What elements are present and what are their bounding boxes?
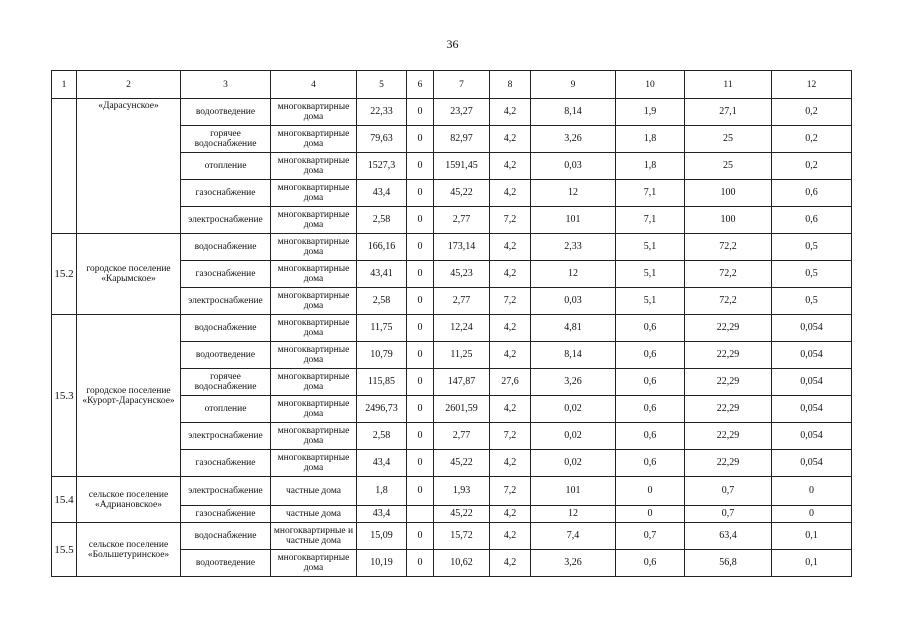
value-cell: 0 — [407, 396, 434, 423]
value-cell: 147,87 — [434, 369, 490, 396]
value-cell: 0,054 — [772, 423, 852, 450]
value-cell: 1,8 — [616, 126, 685, 153]
value-cell: 173,14 — [434, 234, 490, 261]
value-cell: 2,77 — [434, 207, 490, 234]
table-row — [52, 99, 852, 126]
value-cell: 15,72 — [434, 523, 490, 550]
value-cell: 4,2 — [490, 450, 531, 477]
housing-type-cell: многоквартирные дома — [271, 396, 357, 423]
housing-type-cell: многоквартирные дома — [271, 234, 357, 261]
value-cell: 0 — [407, 342, 434, 369]
value-cell: 0 — [407, 288, 434, 315]
value-cell: 3,26 — [531, 126, 616, 153]
settlement-name: городское поселение «Карымское» — [77, 234, 181, 315]
value-cell: 0,6 — [772, 207, 852, 234]
value-cell: 2,77 — [434, 423, 490, 450]
value-cell: 0,02 — [531, 450, 616, 477]
value-cell: 4,2 — [490, 396, 531, 423]
settlement-name: городское поселение «Курорт-Дарасунское» — [77, 315, 181, 477]
service-cell: водоснабжение — [181, 234, 271, 261]
value-cell: 7,2 — [490, 423, 531, 450]
housing-type-cell: многоквартирные дома — [271, 261, 357, 288]
value-cell: 22,29 — [685, 342, 772, 369]
housing-type-cell: многоквартирные дома — [271, 342, 357, 369]
value-cell: 0,03 — [531, 288, 616, 315]
header-cell: 5 — [357, 71, 407, 99]
value-cell: 0,2 — [772, 153, 852, 180]
housing-type-cell: многоквартирные и частные дома — [271, 523, 357, 550]
value-cell: 1527,3 — [357, 153, 407, 180]
value-cell: 0,2 — [772, 126, 852, 153]
value-cell: 166,16 — [357, 234, 407, 261]
header-row — [52, 71, 852, 99]
value-cell: 27,1 — [685, 99, 772, 126]
value-cell: 10,19 — [357, 550, 407, 577]
value-cell: 0 — [407, 450, 434, 477]
value-cell: 45,22 — [434, 506, 490, 523]
header-cell: 6 — [407, 71, 434, 99]
housing-type-cell: многоквартирные дома — [271, 315, 357, 342]
value-cell: 7,2 — [490, 207, 531, 234]
group-number: 15.5 — [52, 523, 77, 577]
value-cell: 0,7 — [685, 506, 772, 523]
value-cell: 4,2 — [490, 126, 531, 153]
value-cell: 2,77 — [434, 288, 490, 315]
value-cell: 0,02 — [531, 423, 616, 450]
housing-type-cell: многоквартирные дома — [271, 550, 357, 577]
value-cell: 22,29 — [685, 369, 772, 396]
value-cell: 27,6 — [490, 369, 531, 396]
value-cell: 0,03 — [531, 153, 616, 180]
value-cell: 4,2 — [490, 342, 531, 369]
value-cell: 1,8 — [616, 153, 685, 180]
service-cell: горячее водоснабжение — [181, 369, 271, 396]
value-cell: 0,6 — [616, 550, 685, 577]
value-cell: 10,62 — [434, 550, 490, 577]
value-cell: 23,27 — [434, 99, 490, 126]
value-cell: 11,25 — [434, 342, 490, 369]
value-cell — [407, 506, 434, 523]
housing-type-cell: многоквартирные дома — [271, 126, 357, 153]
value-cell: 72,2 — [685, 234, 772, 261]
value-cell: 56,8 — [685, 550, 772, 577]
header-cell: 9 — [531, 71, 616, 99]
settlement-name: «Дарасунское» — [77, 99, 181, 234]
service-cell: отопление — [181, 153, 271, 180]
value-cell: 82,97 — [434, 126, 490, 153]
value-cell: 0 — [407, 523, 434, 550]
header-cell: 10 — [616, 71, 685, 99]
value-cell: 0,6 — [616, 342, 685, 369]
value-cell: 4,2 — [490, 550, 531, 577]
value-cell: 0,1 — [772, 523, 852, 550]
value-cell: 5,1 — [616, 261, 685, 288]
value-cell: 43,41 — [357, 261, 407, 288]
value-cell: 12,24 — [434, 315, 490, 342]
value-cell: 7,2 — [490, 477, 531, 506]
service-cell: электроснабжение — [181, 288, 271, 315]
value-cell: 0,6 — [616, 396, 685, 423]
settlement-name: сельское поселение «Адриановское» — [77, 477, 181, 523]
value-cell: 0 — [407, 153, 434, 180]
value-cell: 0,5 — [772, 288, 852, 315]
value-cell: 0,054 — [772, 315, 852, 342]
housing-type-cell: многоквартирные дома — [271, 423, 357, 450]
value-cell: 3,26 — [531, 369, 616, 396]
group-number: 15.2 — [52, 234, 77, 315]
value-cell: 7,1 — [616, 180, 685, 207]
value-cell: 101 — [531, 207, 616, 234]
value-cell: 79,63 — [357, 126, 407, 153]
group-number: 15.3 — [52, 315, 77, 477]
housing-type-cell: частные дома — [271, 506, 357, 523]
value-cell: 4,2 — [490, 234, 531, 261]
service-cell: электроснабжение — [181, 423, 271, 450]
value-cell: 4,2 — [490, 261, 531, 288]
value-cell: 0 — [407, 234, 434, 261]
value-cell: 72,2 — [685, 261, 772, 288]
housing-type-cell: частные дома — [271, 477, 357, 506]
value-cell: 43,4 — [357, 180, 407, 207]
table-row — [52, 234, 852, 261]
header-cell: 8 — [490, 71, 531, 99]
value-cell: 22,29 — [685, 423, 772, 450]
value-cell: 0 — [407, 99, 434, 126]
value-cell: 12 — [531, 506, 616, 523]
value-cell: 115,85 — [357, 369, 407, 396]
value-cell: 1,9 — [616, 99, 685, 126]
value-cell: 0,054 — [772, 450, 852, 477]
header-cell: 7 — [434, 71, 490, 99]
value-cell: 7,1 — [616, 207, 685, 234]
value-cell: 8,14 — [531, 342, 616, 369]
value-cell: 43,4 — [357, 506, 407, 523]
value-cell: 25 — [685, 126, 772, 153]
housing-type-cell: многоквартирные дома — [271, 369, 357, 396]
settlement-name: сельское поселение «Большетуринское» — [77, 523, 181, 577]
service-cell: водоотведение — [181, 99, 271, 126]
value-cell: 12 — [531, 261, 616, 288]
value-cell: 2,58 — [357, 288, 407, 315]
value-cell: 22,29 — [685, 315, 772, 342]
value-cell: 0,054 — [772, 342, 852, 369]
value-cell: 5,1 — [616, 288, 685, 315]
value-cell: 72,2 — [685, 288, 772, 315]
value-cell: 7,2 — [490, 288, 531, 315]
value-cell: 12 — [531, 180, 616, 207]
value-cell: 5,1 — [616, 234, 685, 261]
service-cell: газоснабжение — [181, 261, 271, 288]
value-cell: 11,75 — [357, 315, 407, 342]
value-cell: 2601,59 — [434, 396, 490, 423]
value-cell: 0 — [772, 506, 852, 523]
table-row — [52, 477, 852, 506]
value-cell: 22,29 — [685, 450, 772, 477]
housing-type-cell: многоквартирные дома — [271, 180, 357, 207]
header-cell: 1 — [52, 71, 77, 99]
value-cell: 2,58 — [357, 207, 407, 234]
table-row — [52, 523, 852, 550]
value-cell: 0,1 — [772, 550, 852, 577]
group-number: 15.4 — [52, 477, 77, 523]
value-cell: 1591,45 — [434, 153, 490, 180]
service-cell: газоснабжение — [181, 450, 271, 477]
value-cell: 0 — [407, 180, 434, 207]
value-cell: 0,6 — [616, 423, 685, 450]
value-cell: 0 — [407, 369, 434, 396]
value-cell: 45,22 — [434, 450, 490, 477]
service-cell: газоснабжение — [181, 180, 271, 207]
housing-type-cell: многоквартирные дома — [271, 99, 357, 126]
header-cell: 12 — [772, 71, 852, 99]
service-cell: горячее водоснабжение — [181, 126, 271, 153]
value-cell: 0 — [616, 477, 685, 506]
value-cell: 0,054 — [772, 396, 852, 423]
housing-type-cell: многоквартирные дома — [271, 288, 357, 315]
value-cell: 22,33 — [357, 99, 407, 126]
group-number — [52, 99, 77, 234]
tariff-table — [51, 70, 852, 577]
value-cell: 0,7 — [616, 523, 685, 550]
value-cell: 4,2 — [490, 506, 531, 523]
value-cell: 0,5 — [772, 234, 852, 261]
value-cell: 0,054 — [772, 369, 852, 396]
service-cell: отопление — [181, 396, 271, 423]
value-cell: 4,2 — [490, 315, 531, 342]
value-cell: 4,81 — [531, 315, 616, 342]
value-cell: 0 — [407, 207, 434, 234]
value-cell: 2496,73 — [357, 396, 407, 423]
value-cell: 45,22 — [434, 180, 490, 207]
value-cell: 0 — [407, 550, 434, 577]
value-cell: 63,4 — [685, 523, 772, 550]
value-cell: 3,26 — [531, 550, 616, 577]
value-cell: 45,23 — [434, 261, 490, 288]
value-cell: 0 — [407, 477, 434, 506]
value-cell: 0,02 — [531, 396, 616, 423]
value-cell: 4,2 — [490, 523, 531, 550]
housing-type-cell: многоквартирные дома — [271, 153, 357, 180]
value-cell: 0 — [407, 423, 434, 450]
value-cell: 0,6 — [616, 369, 685, 396]
header-cell: 11 — [685, 71, 772, 99]
value-cell: 4,2 — [490, 180, 531, 207]
service-cell: электроснабжение — [181, 477, 271, 506]
service-cell: водоотведение — [181, 550, 271, 577]
header-cell: 2 — [77, 71, 181, 99]
value-cell: 1,8 — [357, 477, 407, 506]
service-cell: электроснабжение — [181, 207, 271, 234]
value-cell: 0 — [772, 477, 852, 506]
header-cell: 3 — [181, 71, 271, 99]
value-cell: 43,4 — [357, 450, 407, 477]
value-cell: 0 — [407, 315, 434, 342]
service-cell: водоотведение — [181, 342, 271, 369]
value-cell: 0,6 — [616, 450, 685, 477]
value-cell: 25 — [685, 153, 772, 180]
value-cell: 15,09 — [357, 523, 407, 550]
value-cell: 100 — [685, 180, 772, 207]
service-cell: газоснабжение — [181, 506, 271, 523]
value-cell: 0,6 — [772, 180, 852, 207]
value-cell: 0 — [407, 261, 434, 288]
value-cell: 4,2 — [490, 153, 531, 180]
page-number: 36 — [446, 37, 459, 51]
value-cell: 1,93 — [434, 477, 490, 506]
housing-type-cell: многоквартирные дома — [271, 207, 357, 234]
value-cell: 0,7 — [685, 477, 772, 506]
value-cell: 2,33 — [531, 234, 616, 261]
value-cell: 7,4 — [531, 523, 616, 550]
value-cell: 2,58 — [357, 423, 407, 450]
value-cell: 0,2 — [772, 99, 852, 126]
value-cell: 4,2 — [490, 99, 531, 126]
housing-type-cell: многоквартирные дома — [271, 450, 357, 477]
value-cell: 0 — [407, 126, 434, 153]
value-cell: 0 — [616, 506, 685, 523]
value-cell: 100 — [685, 207, 772, 234]
value-cell: 0,5 — [772, 261, 852, 288]
value-cell: 0,6 — [616, 315, 685, 342]
value-cell: 8,14 — [531, 99, 616, 126]
table-body — [52, 71, 852, 577]
value-cell: 22,29 — [685, 396, 772, 423]
service-cell: водоснабжение — [181, 315, 271, 342]
value-cell: 101 — [531, 477, 616, 506]
service-cell: водоснабжение — [181, 523, 271, 550]
header-cell: 4 — [271, 71, 357, 99]
table-row — [52, 315, 852, 342]
value-cell: 10,79 — [357, 342, 407, 369]
